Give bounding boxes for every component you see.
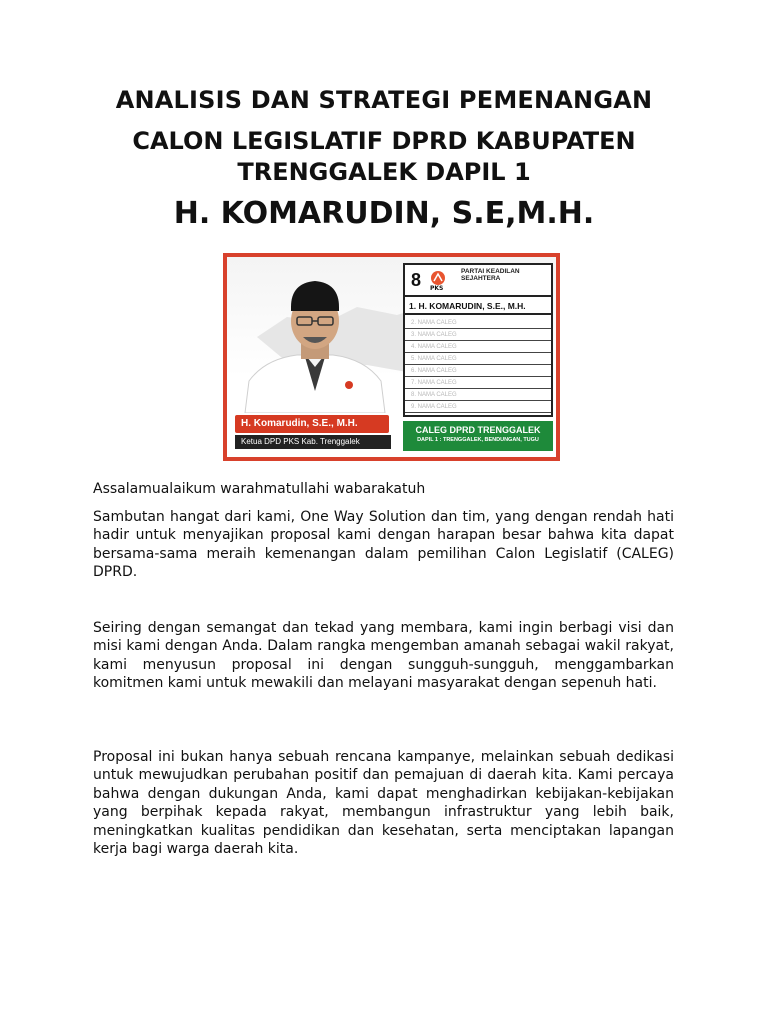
candidate-role-plate: Ketua DPD PKS Kab. Trenggalek [235, 435, 391, 449]
paragraph-dedication: Proposal ini bukan hanya sebuah rencana kampanye, melainkan sebuah dedikasi untuk mewujudkan perubahan positif dan pemajuan di daerah kita. Kami percaya bahwa dengan dukungan Anda, kami dapat menghadirkan kebijakan-kebijakan yang berpihak kepada rakyat, membangun infrastruktur yang lebih baik, meningkatkan kualitas pendidikan dan kesehatan, serta menciptakan lapangan kerja bagi warga daerah kita. [93, 749, 674, 858]
ballot-row: 3. NAMA CALEG [405, 329, 551, 341]
ballot-header [405, 265, 551, 297]
caleg-banner [403, 421, 553, 451]
paragraph-intro: Sambutan hangat dari kami, One Way Solution dan tim, yang dengan rendah hati hadir untuk menyajikan proposal kami dengan harapan besar bahwa kita dapat bersama-sama meraih kemenangan dalam pemilihan Calon Legislatif (CALEG) DPRD. [93, 509, 674, 581]
document-subtitle: CALON LEGISLATIF DPRD KABUPATEN TRENGGALEK DAPIL 1 [132, 127, 636, 186]
document-title: ANALISIS DAN STRATEGI PEMENANGAN [115, 86, 653, 114]
ballot-row: 7. NAMA CALEG [405, 377, 551, 389]
ballot-row: 2. NAMA CALEG [405, 317, 551, 329]
party-abbreviation: PKS [430, 285, 444, 292]
ballot-row: 5. NAMA CALEG [405, 353, 551, 365]
candidate-photo [235, 263, 395, 413]
caleg-banner-title: CALEG DPRD TRENGGALEK [415, 425, 541, 435]
campaign-card-image [223, 253, 560, 461]
ballot-sample [403, 263, 553, 417]
ballot-row: 9. NAMA CALEG [405, 401, 551, 413]
ballot-candidate-row: 1. H. KOMARUDIN, S.E., M.H. [405, 297, 551, 315]
ballot-row: 4. NAMA CALEG [405, 341, 551, 353]
ballot-row: 8. NAMA CALEG [405, 389, 551, 401]
candidate-name-plate: H. Komarudin, S.E., M.H. [235, 415, 389, 433]
greeting: Assalamualaikum warahmatullahi wabarakatuh [93, 481, 426, 497]
ballot-row: 6. NAMA CALEG [405, 365, 551, 377]
campaign-card-background [227, 257, 556, 457]
caleg-banner-subtitle: DAPIL 1 : TRENGGALEK, BENDUNGAN, TUGU [417, 437, 539, 443]
party-number: 8 [411, 270, 422, 290]
candidate-name-heading: H. KOMARUDIN, S.E,M.H. [173, 196, 595, 231]
paragraph-vision: Seiring dengan semangat dan tekad yang membara, kami ingin berbagi visi dan misi kami dengan Anda. Dalam rangka mengemban amanah sebagai wakil rakyat, kami menyusun proposal ini dengan sungguh-sungguh, menggambarkan komitmen kami untuk mewakili dan melayani masyarakat dengan sepenuh hati. [93, 620, 674, 692]
party-name: PARTAI KEADILAN SEJAHTERA [461, 268, 520, 282]
